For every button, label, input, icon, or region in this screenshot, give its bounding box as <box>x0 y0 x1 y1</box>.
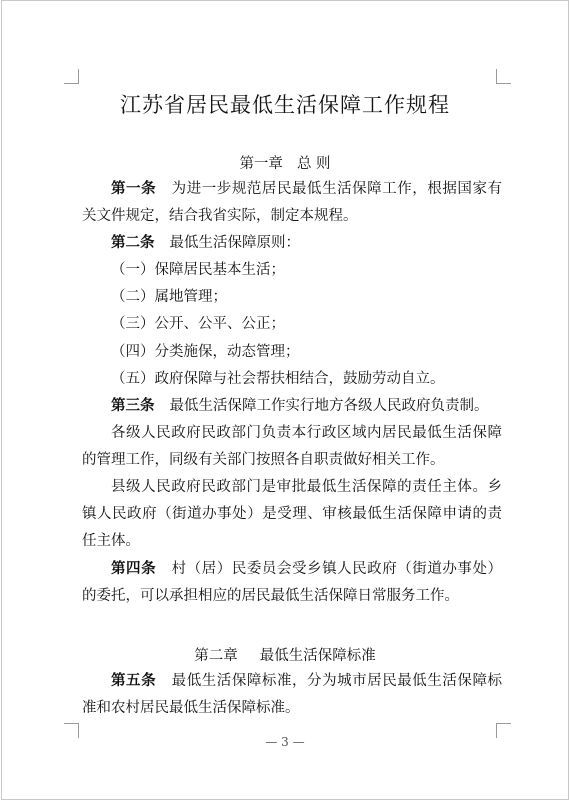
list-item: （二）属地管理； <box>111 289 227 306</box>
article-label: 第一条 <box>111 181 157 197</box>
article-label: 第二条 <box>111 235 155 251</box>
article-3-paragraph-2: 各级人民政府民政部门负责本行政区域内居民最低生活保障的管理工作，同级有关部门按照各自职责做好相关工作。 <box>82 425 502 469</box>
chapter-name: 总 则 <box>296 156 331 172</box>
list-item: （一）保障居民基本生活； <box>111 262 285 278</box>
article-text: 最低生活保障原则： <box>169 235 300 251</box>
article-text: 最低生活保障工作实行地方各级人民政府负责制。 <box>169 398 489 414</box>
article-1 <box>82 176 502 230</box>
page-corner-mark <box>496 69 511 84</box>
article-label: 第五条 <box>111 673 157 689</box>
article-3-paragraph-3: 县级人民政府民政部门是审批最低生活保障的责任主体。乡镇人民政府（街道办事处）是受理、审核最低生活保障申请的责任主体。 <box>82 479 502 550</box>
article-label: 第三条 <box>111 398 155 414</box>
list-item: （五）政府保障与社会帮扶相结合，鼓励劳动自立。 <box>111 370 445 387</box>
page-corner-mark <box>64 69 79 84</box>
page-number: — 3 — <box>265 735 305 749</box>
article-text: 为进一步规范居民最低生活保障工作，根据国家有关文件规定，结合我省实际，制定本规程。 <box>82 181 503 225</box>
article-label: 第四条 <box>111 561 157 577</box>
article-2 <box>82 230 502 257</box>
chapter-number: 第二章 <box>194 648 238 664</box>
list-item: （四）分类施保，动态管理； <box>111 343 300 360</box>
article-3 <box>82 393 502 420</box>
chapter-number: 第一章 <box>239 156 283 172</box>
article-text: 最低生活保障标准，分为城市居民最低生活保障标准和农村居民最低生活保障标准。 <box>82 673 503 717</box>
chapter-name: 最低生活保障标准 <box>259 648 376 664</box>
article-text: 村（居）民委员会受乡镇人民政府（街道办事处）的委托，可以承担相应的居民最低生活保障日常服务工作。 <box>82 561 503 605</box>
list-item: （三）公开、公平、公正； <box>111 316 285 333</box>
chapter-2-heading <box>2 644 568 665</box>
article-5 <box>82 668 502 722</box>
document-page <box>1 0 569 800</box>
chapter-1-heading <box>2 152 568 173</box>
principle-list <box>82 257 502 393</box>
document-title: 江苏省居民最低生活保障工作规程 <box>120 93 450 117</box>
article-4 <box>82 556 502 610</box>
